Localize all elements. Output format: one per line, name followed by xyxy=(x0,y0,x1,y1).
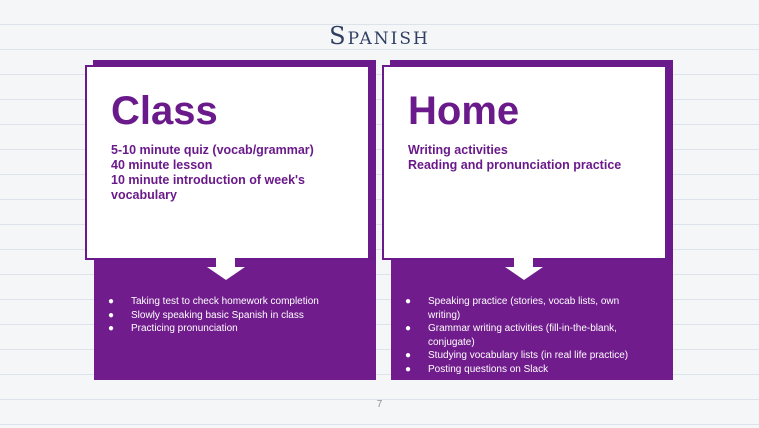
list-item: ● Posting questions on Slack xyxy=(405,363,661,377)
bullet-line: writing) xyxy=(428,309,461,321)
home-activities-list xyxy=(405,295,661,376)
schedule-line: vocabulary xyxy=(111,188,178,202)
schedule-line: 40 minute lesson xyxy=(111,158,213,172)
page-number: 7 xyxy=(376,399,383,410)
bullet-line: Posting questions on Slack xyxy=(428,363,549,375)
list-item: ● Taking test to check homework completion xyxy=(108,295,364,309)
class-schedule xyxy=(111,143,348,203)
bullet-line: Studying vocabulary lists (in real life practice) xyxy=(428,350,629,361)
summary-line: Reading and pronunciation practice xyxy=(408,158,622,172)
bullet-line: conjugate) xyxy=(428,336,475,348)
list-item: ● Grammar writing activities (fill-in-the-blank, conjugate) xyxy=(405,322,661,349)
schedule-line: 10 minute introduction of week's xyxy=(111,173,305,187)
schedule-line: 5-10 minute quiz (vocab/grammar) xyxy=(111,143,314,157)
bullet-line: Speaking practice (stories, vocab lists, own xyxy=(428,296,620,307)
list-item: ● Practicing pronunciation xyxy=(108,322,364,336)
list-item: ● Slowly speaking basic Spanish in class xyxy=(108,309,364,323)
bullet-line: Grammar writing activities (fill-in-the-blank, xyxy=(428,323,617,334)
bullet-line: Practicing pronunciation xyxy=(131,323,238,334)
home-activities-summary xyxy=(408,143,645,173)
summary-line: Writing activities xyxy=(408,143,508,157)
class-activities-list xyxy=(108,295,364,336)
bullet-line: Taking test to check homework completion xyxy=(131,296,319,307)
home-heading: Home xyxy=(408,89,520,133)
home-card xyxy=(382,65,667,260)
class-card xyxy=(85,65,370,260)
bullet-line: Slowly speaking basic Spanish in class xyxy=(131,309,304,321)
slide-title: Spanish xyxy=(329,22,430,50)
class-heading: Class xyxy=(111,89,218,133)
list-item: ● Speaking practice (stories, vocab lists, own writing) xyxy=(405,295,661,322)
list-item: ● Studying vocabulary lists (in real life practice) xyxy=(405,349,661,363)
